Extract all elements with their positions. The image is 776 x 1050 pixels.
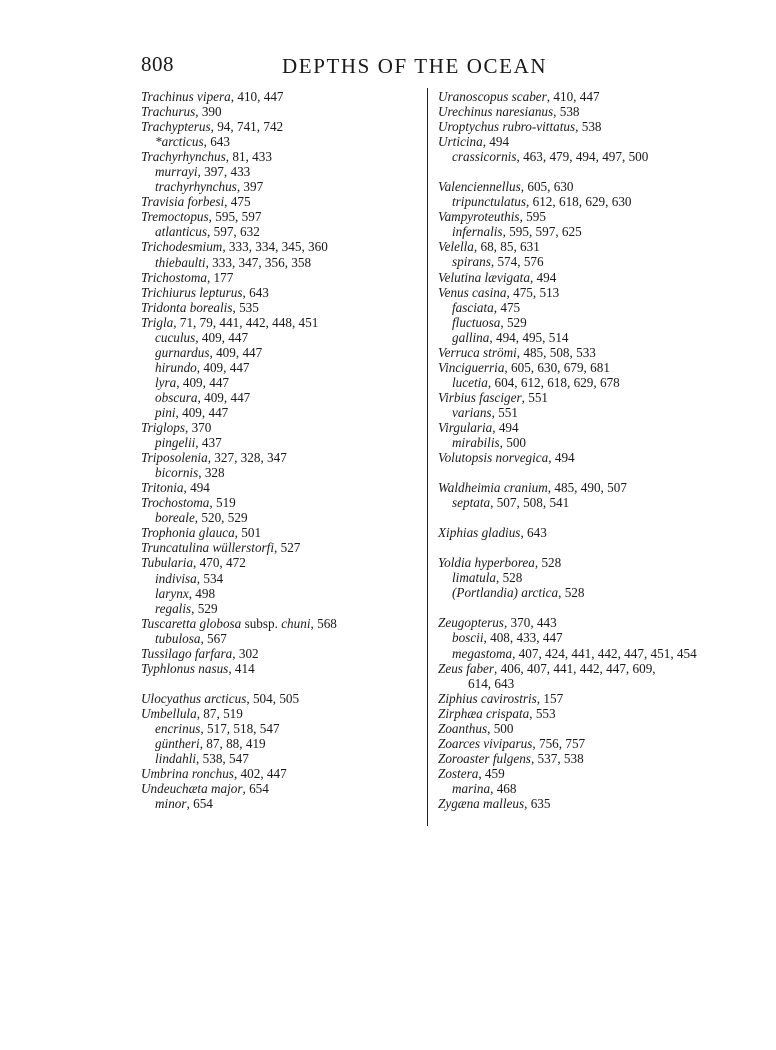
- entry-name: Uranoscopus scaber: [438, 89, 547, 104]
- index-entry: [438, 224, 728, 239]
- index-entry: [141, 89, 416, 104]
- index-entry: [141, 224, 416, 239]
- entry-name: Trichiurus lepturus: [141, 284, 243, 300]
- index-entry: [141, 270, 416, 285]
- index-entry: [141, 285, 416, 300]
- index-entry: [141, 465, 416, 480]
- running-title: DEPTHS OF THE OCEAN: [282, 54, 548, 78]
- entry-name: spirans: [452, 254, 491, 270]
- entry-page-refs: , 595, 597: [208, 209, 262, 225]
- entry-name: Trachurus: [141, 104, 196, 120]
- index-entry: [141, 766, 416, 781]
- index-entry: [141, 601, 416, 616]
- index-entry: [438, 435, 728, 450]
- entry-name: Zeus faber: [438, 660, 495, 676]
- entry-page-refs: , 409, 447: [176, 374, 229, 390]
- index-entry: [438, 270, 728, 285]
- index-entry: [438, 615, 728, 630]
- entry-name: bicornis: [155, 465, 199, 481]
- entry-name: Trachyrhynchus: [141, 149, 226, 165]
- entry-name: Zoarces viviparus: [438, 735, 533, 751]
- index-entry: [438, 119, 728, 134]
- entry-name: *arcticus: [155, 134, 204, 150]
- entry-name: Undeuchæta major: [141, 781, 243, 797]
- entry-page-refs: , 370, 443: [503, 615, 557, 631]
- entry-page-refs: , 500: [487, 720, 514, 736]
- entry-name: fluctuosa: [452, 314, 501, 330]
- entry-name: Virgularia: [438, 419, 493, 435]
- entry-page-refs: , 551: [521, 389, 549, 405]
- entry-name: fasciata: [452, 299, 494, 315]
- index-entry: [438, 209, 728, 224]
- entry-page-refs: , 494: [482, 134, 510, 150]
- index-entry: [141, 751, 416, 766]
- entry-page-refs: , 519: [209, 495, 236, 511]
- index-column-right: [438, 89, 728, 811]
- entry-name: thiebaulti: [155, 254, 206, 270]
- index-entry: [438, 555, 728, 570]
- index-column-left: [141, 89, 416, 811]
- entry-name: lucetia: [452, 374, 488, 390]
- entry-name: Waldheimia cranium: [438, 480, 548, 496]
- entry-name: Umbellula: [141, 705, 197, 721]
- entry-page-refs: , 409, 447: [175, 404, 229, 420]
- index-entry: [141, 480, 416, 495]
- index-entry: [438, 585, 728, 600]
- entry-name: tripunctulatus: [452, 194, 526, 210]
- entry-page-refs: , 494: [529, 269, 557, 285]
- entry-page-refs: , 470, 472: [193, 555, 246, 571]
- entry-page-refs: , 71, 79, 441, 442, 448, 451: [173, 314, 319, 330]
- entry-page-refs: , 520, 529: [194, 510, 248, 526]
- index-entry: [438, 254, 728, 269]
- entry-name: limatula: [452, 570, 496, 586]
- entry-name: Zostera: [438, 765, 479, 781]
- index-entry: [141, 691, 416, 706]
- entry-page-refs: , 410, 447: [546, 89, 600, 104]
- page-number: 808: [141, 52, 174, 76]
- entry-page-refs: , 414: [228, 660, 255, 676]
- index-entry: [438, 781, 728, 796]
- index-entry: [141, 390, 416, 405]
- index-entry: [438, 796, 728, 811]
- entry-page-refs: , 494: [492, 419, 519, 435]
- entry-name: Triglops: [141, 420, 185, 436]
- index-entry: [438, 450, 728, 465]
- entry-name: Velutina lævigata: [438, 269, 530, 285]
- entry-page-refs: , 410, 447: [230, 89, 284, 104]
- index-entry: [141, 435, 416, 450]
- entry-page-refs: , 501: [234, 525, 262, 541]
- index-entry: [141, 300, 416, 315]
- entry-name: Triposolenia: [141, 450, 208, 466]
- entry-page-refs: , 397: [236, 179, 264, 195]
- entry-page-refs: , 475: [493, 299, 521, 315]
- index-entry: [438, 706, 728, 721]
- entry-page-refs: , 538, 547: [196, 751, 249, 767]
- entry-page-refs: , 409, 447: [197, 389, 251, 405]
- entry-page-refs: , 597, 632: [207, 224, 260, 240]
- entry-name: Verruca strömi: [438, 344, 517, 360]
- entry-page-refs: , 498: [188, 585, 216, 601]
- entry-name: Tremoctopus: [141, 209, 209, 225]
- index-entry: [438, 315, 728, 330]
- index-entry: [438, 194, 728, 209]
- index-entry: [438, 390, 728, 405]
- index-entry: [141, 209, 416, 224]
- entry-name: Vampyroteuthis: [438, 209, 520, 225]
- entry-name: (Portlandia) arctica: [452, 585, 559, 601]
- entry-page-refs: , 485, 490, 507: [547, 480, 627, 496]
- index-entry: [141, 616, 416, 631]
- entry-name: Yoldia hyperborea: [438, 555, 535, 571]
- entry-name: Ziphius cavirostris: [438, 690, 537, 706]
- index-entry: [438, 420, 728, 435]
- entry-page-refs: , 407, 424, 441, 442, 447, 451, 454: [512, 645, 697, 661]
- index-entry: [141, 631, 416, 646]
- index-entry: [438, 179, 728, 194]
- entry-page-refs: , 529: [500, 314, 527, 330]
- index-entry: [141, 495, 416, 510]
- entry-page-refs: , 567: [200, 630, 227, 646]
- entry-name: hirundo: [155, 359, 197, 375]
- entry-name: Valenciennellus: [438, 179, 521, 195]
- index-entry: [141, 796, 416, 811]
- entry-name: megastoma: [452, 645, 513, 661]
- index-entry: [141, 420, 416, 435]
- index-entry: [438, 89, 728, 104]
- entry-name: Tritonia: [141, 480, 184, 496]
- entry-page-refs: , 535: [232, 299, 259, 315]
- index-entry: [141, 149, 416, 164]
- entry-page-refs: , 390: [195, 104, 222, 120]
- index-entry: [141, 194, 416, 209]
- entry-name: mirabilis: [452, 435, 500, 451]
- index-entry: [141, 555, 416, 570]
- entry-name: Travisia forbesi: [141, 194, 225, 210]
- entry-name: pingelii: [155, 435, 196, 451]
- entry-page-refs: , 534: [196, 570, 224, 586]
- entry-name: Xiphias gladius: [438, 525, 521, 541]
- index-entry: [438, 239, 728, 254]
- entry-page-refs: , 408, 433, 447: [483, 630, 563, 646]
- index-entry: [141, 239, 416, 254]
- entry-page-refs: , 551: [491, 404, 518, 420]
- entry-name: Zoroaster fulgens: [438, 750, 531, 766]
- entry-name: lyra: [155, 374, 177, 390]
- entry-name: Trachinus vipera: [141, 89, 231, 104]
- entry-page-refs: , 537, 538: [530, 750, 584, 766]
- entry-page-refs: , 612, 618, 629, 630: [526, 194, 632, 210]
- index-entry: [141, 179, 416, 194]
- entry-name: Trigla: [141, 314, 174, 330]
- index-entry: [438, 104, 728, 119]
- index-entry: [438, 751, 728, 766]
- entry-name: minor: [155, 796, 187, 812]
- entry-page-refs: , 604, 612, 618, 629, 678: [487, 374, 620, 390]
- index-entry: [438, 691, 728, 706]
- entry-name: Virbius fasciger: [438, 389, 522, 405]
- index-entry: [438, 134, 728, 149]
- entry-page-refs: , 528: [495, 570, 523, 586]
- entry-page-refs: 614, 643: [468, 675, 515, 691]
- index-entry: [141, 736, 416, 751]
- entry-page-refs: , 527: [274, 540, 301, 556]
- index-entry: [141, 706, 416, 721]
- entry-page-refs: , 459: [478, 765, 505, 781]
- entry-name: Zeugopterus: [438, 615, 504, 631]
- index-entry: [438, 149, 728, 164]
- entry-page-refs: , 463, 479, 494, 497, 500: [516, 149, 649, 165]
- entry-page-refs: , 409, 447: [195, 329, 249, 345]
- entry-page-refs: , 475: [224, 194, 251, 210]
- entry-page-refs: , 529: [191, 600, 218, 616]
- index-entry: [438, 480, 728, 495]
- entry-name: Trophonia glauca: [141, 525, 235, 541]
- index-entry: [438, 330, 728, 345]
- index-entry: [438, 285, 728, 300]
- entry-page-refs: , 643: [520, 525, 547, 541]
- entry-name: Zoanthus: [438, 720, 488, 736]
- entry-page-refs: , 87, 88, 419: [199, 735, 266, 751]
- index-entry: [141, 646, 416, 661]
- entry-page-refs: , 635: [524, 795, 551, 811]
- entry-name: güntheri: [155, 735, 200, 751]
- index-entry: [438, 300, 728, 315]
- entry-page-refs: , 517, 518, 547: [200, 720, 280, 736]
- entry-name: Vinciguerria: [438, 359, 505, 375]
- index-entry: [141, 255, 416, 270]
- index-entry: [141, 315, 416, 330]
- entry-name: larynx: [155, 585, 189, 601]
- index-entry: [438, 646, 728, 661]
- entry-name: Venus casina: [438, 284, 507, 300]
- index-entry: [141, 375, 416, 390]
- entry-name: Tuscaretta globosa: [141, 615, 242, 631]
- entry-page-refs: , 538: [553, 104, 580, 120]
- entry-page-refs: , 409, 447: [196, 359, 250, 375]
- entry-name: cuculus: [155, 329, 196, 345]
- entry-page-refs: , 500: [499, 435, 527, 451]
- entry-page-refs: , 553: [529, 705, 556, 721]
- entry-subname: chuni: [281, 615, 311, 631]
- entry-page-refs: , 157: [536, 690, 564, 706]
- index-entry: [438, 721, 728, 736]
- entry-name: lindahli: [155, 751, 197, 767]
- entry-name: encrinus: [155, 720, 201, 736]
- entry-name: Volutopsis norvegica: [438, 450, 549, 466]
- entry-name: obscura: [155, 389, 198, 405]
- entry-page-refs: , 333, 334, 345, 360: [222, 239, 328, 255]
- entry-page-refs: , 302: [232, 645, 259, 661]
- entry-page-refs: , 504, 505: [246, 690, 300, 706]
- entry-page-refs: , 406, 407, 441, 442, 447, 609,: [494, 660, 656, 676]
- entry-page-refs: , 643: [242, 284, 269, 300]
- index-entry: [438, 676, 728, 691]
- entry-page-refs: , 605, 630, 679, 681: [504, 359, 610, 375]
- index-entry: [438, 766, 728, 781]
- entry-page-refs: , 81, 433: [225, 149, 272, 165]
- entry-page-refs: , 485, 508, 533: [516, 344, 596, 360]
- entry-page-refs: , 595: [519, 209, 546, 225]
- index-entry: [438, 345, 728, 360]
- index-entry: [141, 405, 416, 420]
- entry-name: crassicornis: [452, 149, 517, 165]
- index-entry: [438, 375, 728, 390]
- index-entry: [141, 164, 416, 179]
- index-entry: [141, 510, 416, 525]
- entry-name: Urticina: [438, 134, 483, 150]
- index-entry: [141, 450, 416, 465]
- entry-name: infernalis: [452, 224, 503, 240]
- index-entry: [141, 721, 416, 736]
- entry-name: Uroptychus rubro-vittatus: [438, 119, 576, 135]
- entry-name: Ulocyathus arcticus: [141, 690, 247, 706]
- index-entry: [141, 119, 416, 134]
- entry-name: gurnardus: [155, 344, 210, 360]
- entry-name: Zygæna malleus: [438, 795, 525, 811]
- entry-qualifier: subsp.: [241, 615, 282, 631]
- entry-name: Zirphæa crispata: [438, 705, 530, 721]
- index-entry: [141, 104, 416, 119]
- index-entry: [438, 736, 728, 751]
- index-entry: [141, 586, 416, 601]
- entry-page-refs: , 328: [198, 465, 225, 481]
- entry-page-refs: , 605, 630: [520, 179, 574, 195]
- entry-name: Truncatulina wüllerstorfi: [141, 540, 274, 556]
- entry-name: Umbrina ronchus: [141, 766, 234, 782]
- entry-page-refs: , 494: [183, 480, 210, 496]
- entry-page-refs: , 94, 741, 742: [210, 119, 284, 135]
- index-entry: [141, 330, 416, 345]
- entry-page-refs: , 643: [203, 134, 230, 150]
- entry-page-refs: , 595, 597, 625: [502, 224, 582, 240]
- entry-page-refs: , 538: [575, 119, 602, 135]
- entry-page-refs: , 333, 347, 356, 358: [205, 254, 312, 270]
- entry-name: Typhlonus nasus: [141, 660, 229, 676]
- entry-page-refs: , 397, 433: [197, 164, 251, 180]
- index-entry: [141, 525, 416, 540]
- entry-name: regalis: [155, 600, 192, 616]
- entry-page-refs: , 475, 513: [506, 284, 560, 300]
- index-entry: [438, 661, 728, 676]
- entry-page-refs: , 437: [195, 435, 222, 451]
- entry-page-refs: , 468: [490, 780, 517, 796]
- entry-name: trachyrhynchus: [155, 179, 237, 195]
- entry-name: Tubularia: [141, 555, 194, 571]
- entry-page-refs: , 494, 495, 514: [489, 329, 569, 345]
- entry-page-refs: , 756, 757: [532, 735, 586, 751]
- entry-name: Tussilago farfara: [141, 645, 233, 661]
- index-entry: [438, 525, 728, 540]
- entry-name: Velella: [438, 239, 474, 255]
- entry-page-refs: , 327, 328, 347: [207, 450, 287, 466]
- entry-page-refs: , 402, 447: [233, 766, 287, 782]
- index-entry: [141, 360, 416, 375]
- entry-page-refs: , 409, 447: [209, 344, 263, 360]
- entry-name: pini: [155, 404, 176, 420]
- index-entry: [438, 360, 728, 375]
- entry-name: boscii: [452, 630, 484, 646]
- entry-name: boreale: [155, 510, 195, 526]
- entry-page-refs: , 177: [206, 269, 234, 285]
- entry-name: marina: [452, 780, 491, 796]
- entry-name: Trichodesmium: [141, 239, 223, 255]
- index-entry: [141, 661, 416, 676]
- entry-name: septata: [452, 495, 491, 511]
- index-entry: [141, 781, 416, 796]
- entry-page-refs: , 528: [558, 585, 585, 601]
- entry-name: varians: [452, 404, 492, 420]
- entry-page-refs: , 568: [310, 615, 337, 631]
- index-entry: [438, 405, 728, 420]
- column-divider: [427, 88, 428, 826]
- index-entry: [141, 571, 416, 586]
- index-entry: [141, 345, 416, 360]
- entry-name: Trochostoma: [141, 495, 210, 511]
- entry-page-refs: , 68, 85, 631: [473, 239, 540, 255]
- entry-name: Tridonta borealis: [141, 299, 233, 315]
- index-entry: [438, 495, 728, 510]
- entry-name: atlanticus: [155, 224, 208, 240]
- entry-name: tubulosa: [155, 630, 201, 646]
- entry-name: Urechinus naresianus: [438, 104, 554, 120]
- entry-page-refs: , 507, 508, 541: [490, 495, 570, 511]
- index-entry: [141, 540, 416, 555]
- entry-name: indivisa: [155, 570, 197, 586]
- entry-page-refs: , 494: [548, 450, 575, 466]
- entry-page-refs: , 654: [242, 781, 269, 797]
- entry-name: murrayi: [155, 164, 198, 180]
- entry-name: gallina: [452, 329, 490, 345]
- entry-name: Trichostoma: [141, 269, 207, 285]
- entry-page-refs: , 574, 576: [490, 254, 544, 270]
- entry-page-refs: , 528: [534, 555, 562, 571]
- entry-page-refs: , 370: [184, 420, 212, 436]
- entry-page-refs: , 654: [186, 796, 213, 812]
- index-entry: [141, 134, 416, 149]
- entry-page-refs: , 87, 519: [196, 705, 243, 721]
- entry-name: Trachypterus: [141, 119, 211, 135]
- index-entry: [438, 630, 728, 645]
- index-entry: [438, 570, 728, 585]
